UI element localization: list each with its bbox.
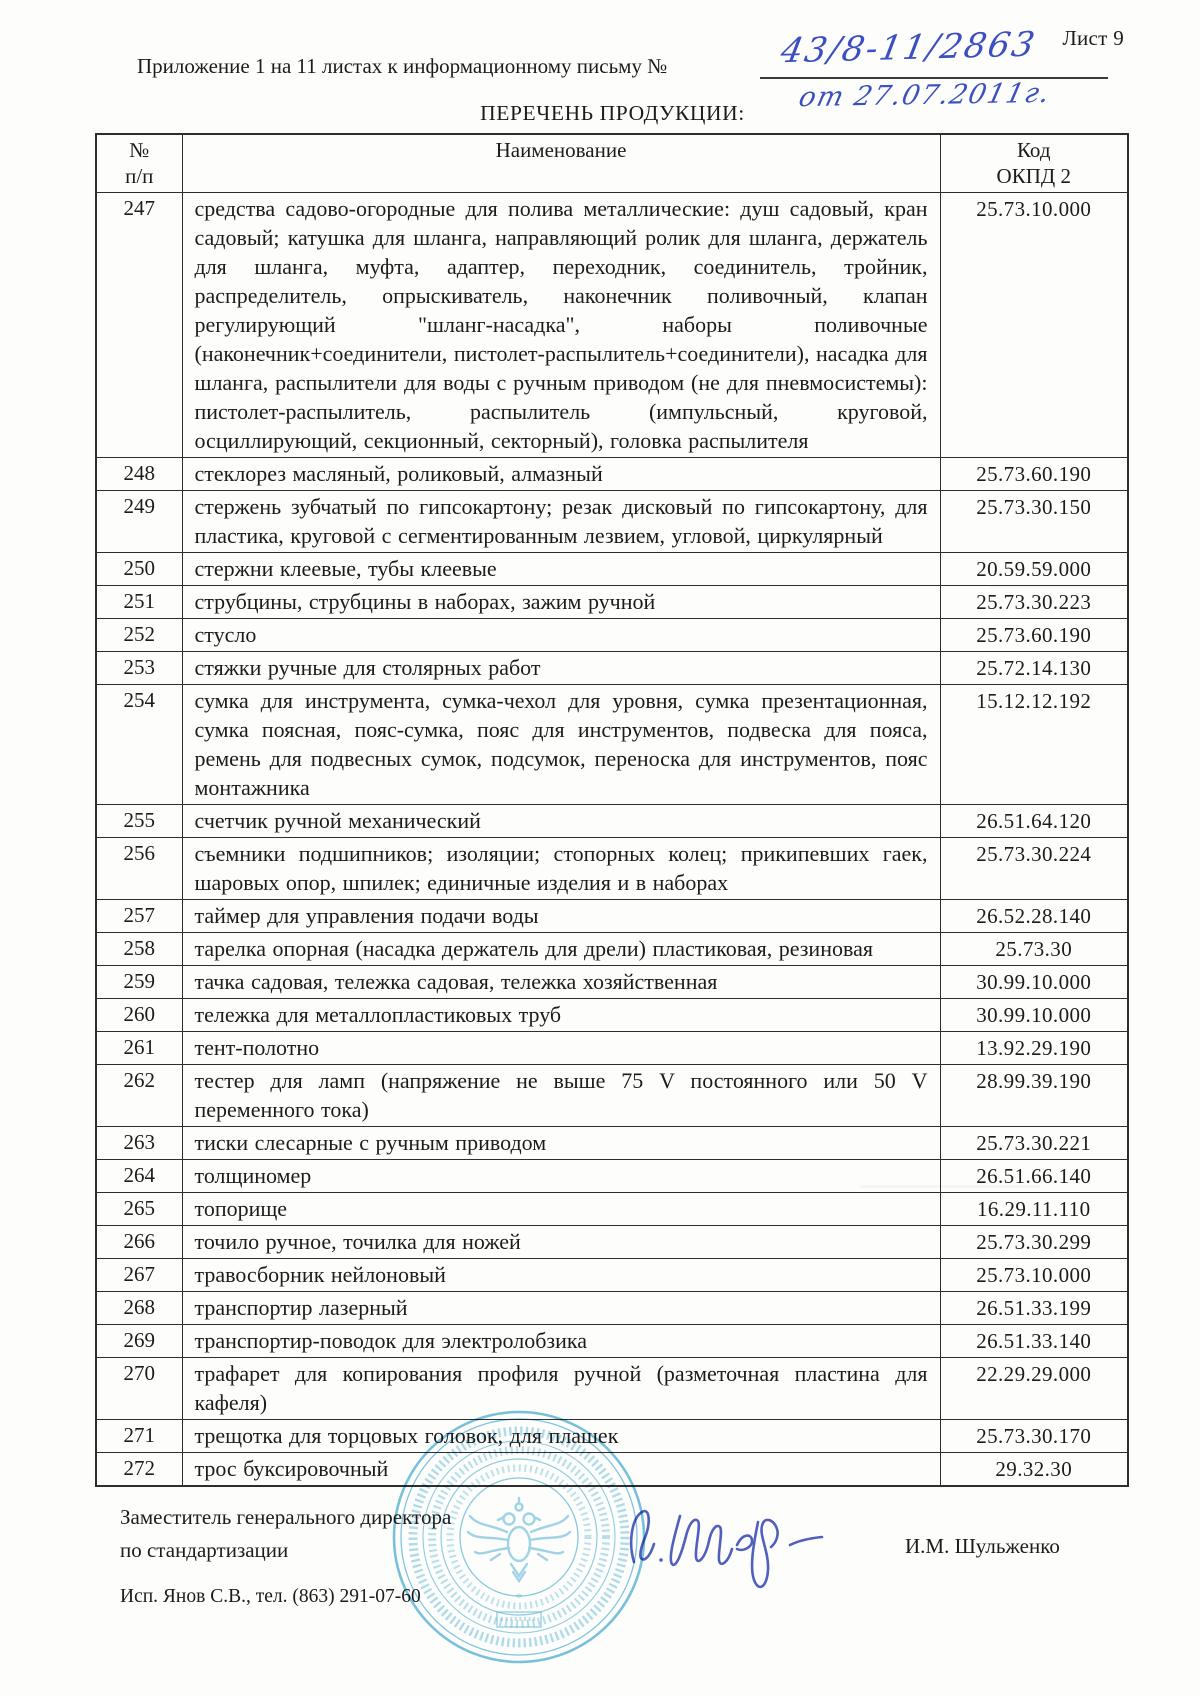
row-number: 260 bbox=[96, 999, 182, 1032]
product-table bbox=[95, 133, 1129, 1487]
col-header-code-top: Код bbox=[1016, 138, 1051, 162]
document-title: ПЕРЕЧЕНЬ ПРОДУКЦИИ: bbox=[480, 101, 745, 125]
eagle-emblem-icon bbox=[468, 1498, 570, 1581]
col-header-num bbox=[96, 134, 182, 193]
row-number: 261 bbox=[96, 1032, 182, 1065]
row-product-name: толщиномер bbox=[182, 1160, 940, 1193]
row-product-name: тарелка опорная (насадка держатель для дрели) пластиковая, резиновая bbox=[182, 933, 940, 966]
row-number: 264 bbox=[96, 1160, 182, 1193]
row-okpd2-code: 26.51.33.140 bbox=[940, 1325, 1128, 1358]
col-header-num-bottom: п/п bbox=[125, 164, 154, 188]
row-product-name: стержни клеевые, тубы клеевые bbox=[182, 553, 940, 586]
table-header-row bbox=[96, 134, 1128, 193]
table-row bbox=[96, 458, 1128, 491]
row-number: 250 bbox=[96, 553, 182, 586]
row-okpd2-code: 26.52.28.140 bbox=[940, 900, 1128, 933]
row-number: 266 bbox=[96, 1226, 182, 1259]
row-product-name: тестер для ламп (напряжение не выше 75 V постоянного или 50 V переменного тока) bbox=[182, 1065, 940, 1127]
row-number: 251 bbox=[96, 586, 182, 619]
row-product-name: топорище bbox=[182, 1193, 940, 1226]
col-header-code-bottom: ОКПД 2 bbox=[996, 164, 1071, 188]
row-product-name: тележка для металлопластиковых труб bbox=[182, 999, 940, 1032]
table-row bbox=[96, 805, 1128, 838]
row-number: 263 bbox=[96, 1127, 182, 1160]
handwritten-letter-date: от 27.07.2011г. bbox=[795, 77, 1054, 114]
table-row bbox=[96, 491, 1128, 553]
table-row bbox=[96, 1127, 1128, 1160]
row-product-name: стеклорез масляный, роликовый, алмазный bbox=[182, 458, 940, 491]
row-product-name: стяжки ручные для столярных работ bbox=[182, 652, 940, 685]
product-table-body bbox=[96, 193, 1128, 1487]
table-row bbox=[96, 1065, 1128, 1127]
row-product-name: транспортир-поводок для электролобзика bbox=[182, 1325, 940, 1358]
row-number: 252 bbox=[96, 619, 182, 652]
row-okpd2-code: 25.73.30.224 bbox=[940, 838, 1128, 900]
row-okpd2-code: 25.73.10.000 bbox=[940, 193, 1128, 458]
row-number: 253 bbox=[96, 652, 182, 685]
row-okpd2-code: 26.51.66.140 bbox=[940, 1160, 1128, 1193]
table-row bbox=[96, 838, 1128, 900]
row-okpd2-code: 25.73.10.000 bbox=[940, 1259, 1128, 1292]
row-product-name: съемники подшипников; изоляции; стопорных колец; прикипевших гаек, шаровых опор, шпилек; единичные изделия и в наборах bbox=[182, 838, 940, 900]
row-product-name: тачка садовая, тележка садовая, тележка хозяйственная bbox=[182, 966, 940, 999]
signatory-title-line2: по стандартизации bbox=[120, 1538, 289, 1562]
row-number: 255 bbox=[96, 805, 182, 838]
row-okpd2-code: 25.73.30.299 bbox=[940, 1226, 1128, 1259]
row-number: 247 bbox=[96, 193, 182, 458]
row-number: 259 bbox=[96, 966, 182, 999]
row-product-name: точило ручное, точилка для ножей bbox=[182, 1226, 940, 1259]
col-header-code bbox=[940, 134, 1128, 193]
row-okpd2-code: 25.73.30.221 bbox=[940, 1127, 1128, 1160]
row-number: 265 bbox=[96, 1193, 182, 1226]
row-product-name: сумка для инструмента, сумка-чехол для уровня, сумка презентационная, сумка поясная, пояс-сумка, пояс для инструментов, подвеска для пояса, ремень для подвесных сумок, подсумок, переноска для инструментов, пояс монтажника bbox=[182, 685, 940, 805]
row-product-name: тент-полотно bbox=[182, 1032, 940, 1065]
table-row bbox=[96, 1226, 1128, 1259]
row-okpd2-code: 16.29.11.110 bbox=[940, 1193, 1128, 1226]
table-row bbox=[96, 933, 1128, 966]
row-product-name: трос буксировочный bbox=[182, 1453, 940, 1487]
row-okpd2-code: 25.73.30 bbox=[940, 933, 1128, 966]
row-number: 271 bbox=[96, 1420, 182, 1453]
row-number: 248 bbox=[96, 458, 182, 491]
row-okpd2-code: 22.29.29.000 bbox=[940, 1358, 1128, 1420]
row-product-name: трафарет для копирования профиля ручной (разметочная пластина для кафеля) bbox=[182, 1358, 940, 1420]
row-number: 269 bbox=[96, 1325, 182, 1358]
table-row bbox=[96, 553, 1128, 586]
table-row bbox=[96, 1032, 1128, 1065]
row-number: 272 bbox=[96, 1453, 182, 1487]
handwritten-signature-icon bbox=[618, 1492, 868, 1596]
round-seal-stamp-icon bbox=[388, 1406, 650, 1668]
signatory-title-line1: Заместитель генерального директора bbox=[120, 1505, 452, 1529]
row-product-name: стержень зубчатый по гипсокартону; резак дисковый по гипсокартону, для пластика, круговой с сегментированным лезвием, угловой, циркулярный bbox=[182, 491, 940, 553]
row-product-name: травосборник нейлоновый bbox=[182, 1259, 940, 1292]
row-product-name: струбцины, струбцины в наборах, зажим ручной bbox=[182, 586, 940, 619]
row-product-name: средства садово-огородные для полива металлические: душ садовый, кран садовый; катушка для шланга, направляющий ролик для шланга, держатель для шланга, муфта, адаптер, переходник, соединитель, тройник, распределитель, опрыскиватель, наконечник поливочный, клапан регулирующий "шланг-насадка", наборы поливочные (наконечник+соединители, пистолет-распылитель+соединители), насадка для шланга, распылители для воды с ручным приводом (не для пневмосистемы): пистолет-распылитель, распылитель (импульсный, круговой, осциллирующий, секционный, секторный), головка распылителя bbox=[182, 193, 940, 458]
row-okpd2-code: 15.12.12.192 bbox=[940, 685, 1128, 805]
row-okpd2-code: 30.99.10.000 bbox=[940, 966, 1128, 999]
row-number: 249 bbox=[96, 491, 182, 553]
signatory-name: И.М. Шульженко bbox=[905, 1534, 1060, 1558]
letter-number-underline bbox=[760, 77, 1108, 79]
row-okpd2-code: 25.73.30.170 bbox=[940, 1420, 1128, 1453]
col-header-num-top: № bbox=[129, 138, 150, 162]
row-product-name: счетчик ручной механический bbox=[182, 805, 940, 838]
table-row bbox=[96, 966, 1128, 999]
row-okpd2-code: 13.92.29.190 bbox=[940, 1032, 1128, 1065]
handwritten-letter-number: 43/8-11/2863 bbox=[777, 24, 1040, 72]
row-number: 258 bbox=[96, 933, 182, 966]
row-number: 262 bbox=[96, 1065, 182, 1127]
row-product-name: тиски слесарные с ручным приводом bbox=[182, 1127, 940, 1160]
table-row bbox=[96, 1325, 1128, 1358]
row-product-name: транспортир лазерный bbox=[182, 1292, 940, 1325]
row-number: 254 bbox=[96, 685, 182, 805]
row-okpd2-code: 29.32.30 bbox=[940, 1453, 1128, 1487]
row-okpd2-code: 20.59.59.000 bbox=[940, 553, 1128, 586]
sheet-number-label: Лист 9 bbox=[1062, 26, 1124, 50]
row-product-name: трещотка для торцовых головок, для плашек bbox=[182, 1420, 940, 1453]
table-row bbox=[96, 1160, 1128, 1193]
row-okpd2-code: 30.99.10.000 bbox=[940, 999, 1128, 1032]
row-okpd2-code: 26.51.33.199 bbox=[940, 1292, 1128, 1325]
row-okpd2-code: 25.73.60.190 bbox=[940, 458, 1128, 491]
appendix-reference-line: Приложение 1 на 11 листах к информационному письму № bbox=[137, 54, 668, 78]
table-row bbox=[96, 193, 1128, 458]
row-number: 256 bbox=[96, 838, 182, 900]
table-row bbox=[96, 1259, 1128, 1292]
table-row bbox=[96, 1193, 1128, 1226]
row-okpd2-code: 25.73.60.190 bbox=[940, 619, 1128, 652]
row-number: 267 bbox=[96, 1259, 182, 1292]
table-row bbox=[96, 1292, 1128, 1325]
row-okpd2-code: 25.73.30.223 bbox=[940, 586, 1128, 619]
row-okpd2-code: 26.51.64.120 bbox=[940, 805, 1128, 838]
row-okpd2-code: 25.73.30.150 bbox=[940, 491, 1128, 553]
row-okpd2-code: 25.72.14.130 bbox=[940, 652, 1128, 685]
executor-contact-line: Исп. Янов С.В., тел. (863) 291-07-60 bbox=[120, 1586, 421, 1607]
table-row bbox=[96, 619, 1128, 652]
row-product-name: стусло bbox=[182, 619, 940, 652]
row-number: 268 bbox=[96, 1292, 182, 1325]
row-number: 270 bbox=[96, 1358, 182, 1420]
table-row bbox=[96, 999, 1128, 1032]
col-header-name-label: Наименование bbox=[495, 138, 627, 162]
row-product-name: таймер для управления подачи воды bbox=[182, 900, 940, 933]
table-row bbox=[96, 652, 1128, 685]
svg-text:*: * bbox=[515, 1590, 523, 1605]
row-okpd2-code: 28.99.39.190 bbox=[940, 1065, 1128, 1127]
table-row bbox=[96, 685, 1128, 805]
row-number: 257 bbox=[96, 900, 182, 933]
col-header-name bbox=[182, 134, 940, 193]
table-row bbox=[96, 586, 1128, 619]
table-row bbox=[96, 900, 1128, 933]
